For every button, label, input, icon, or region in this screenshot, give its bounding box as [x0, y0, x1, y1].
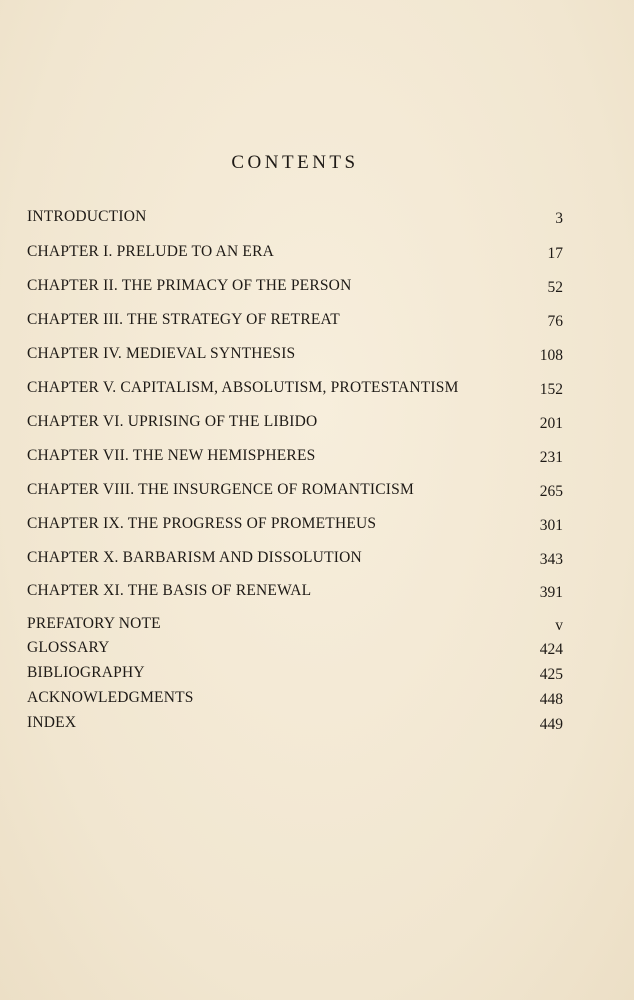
toc-entry-chapter-8 [27, 481, 563, 503]
toc-entry-page: 425 [539, 666, 563, 683]
toc-entry-chapter-3 [27, 311, 563, 333]
toc-entry-label: CHAPTER IX. THE PROGRESS OF PROMETHEUS [27, 515, 377, 532]
toc-entry-page: 424 [539, 641, 563, 658]
toc-entry-page: 3 [555, 210, 563, 227]
toc-entry-label: CHAPTER I. PRELUDE TO AN ERA [27, 243, 275, 260]
toc-entry-page: 301 [539, 517, 563, 534]
toc-entry-label: CHAPTER VI. UPRISING OF THE LIBIDO [27, 413, 318, 430]
toc-entry-label: CHAPTER IV. MEDIEVAL SYNTHESIS [27, 345, 296, 362]
toc-entry-label: PREFATORY NOTE [27, 615, 161, 632]
toc-entry-chapter-9 [27, 515, 563, 537]
toc-entry-acknowledgments [27, 689, 563, 711]
toc-entry-index [27, 714, 563, 736]
toc-entry-introduction [27, 208, 563, 230]
toc-entry-label: GLOSSARY [27, 639, 110, 656]
toc-entry-page: 76 [547, 313, 563, 330]
toc-entry-page: 17 [547, 245, 563, 262]
toc-entry-label: CHAPTER XI. THE BASIS OF RENEWAL [27, 582, 312, 599]
toc-entry-chapter-6 [27, 413, 563, 435]
toc-entry-label: INTRODUCTION [27, 208, 147, 225]
toc-entry-chapter-4 [27, 345, 563, 367]
toc-entry-chapter-10 [27, 549, 563, 571]
toc-entry-page: 52 [547, 279, 563, 296]
page-title: CONTENTS [231, 152, 359, 173]
toc-entry-label: CHAPTER V. CAPITALISM, ABSOLUTISM, PROTESTANTISM [27, 379, 459, 396]
toc-entry-prefatory-note [27, 615, 563, 637]
toc-entry-chapter-1 [27, 243, 563, 265]
toc-entry-label: CHAPTER III. THE STRATEGY OF RETREAT [27, 311, 340, 328]
toc-entry-label: BIBLIOGRAPHY [27, 664, 145, 681]
toc-entry-page: 448 [539, 691, 563, 708]
toc-entry-page: 201 [539, 415, 563, 432]
toc-entry-page: 265 [539, 483, 563, 500]
toc-entry-chapter-5 [27, 379, 563, 401]
toc-entry-chapter-7 [27, 447, 563, 469]
toc-entry-label: CHAPTER X. BARBARISM AND DISSOLUTION [27, 549, 362, 566]
toc-entry-glossary [27, 639, 563, 661]
toc-entry-page: v [555, 617, 563, 634]
toc-entry-label: INDEX [27, 714, 77, 731]
toc-entry-label: CHAPTER VIII. THE INSURGENCE OF ROMANTICISM [27, 481, 414, 498]
toc-entry-page: 231 [539, 449, 563, 466]
toc-entry-page: 108 [539, 347, 563, 364]
toc-entry-label: ACKNOWLEDGMENTS [27, 689, 194, 706]
toc-entry-page: 391 [539, 584, 563, 601]
toc-entry-label: CHAPTER VII. THE NEW HEMISPHERES [27, 447, 316, 464]
toc-entry-page: 152 [539, 381, 563, 398]
toc-entry-chapter-2 [27, 277, 563, 299]
toc-entry-chapter-11 [27, 582, 563, 604]
toc-entry-page: 343 [539, 551, 563, 568]
toc-entry-page: 449 [539, 716, 563, 733]
toc-entry-bibliography [27, 664, 563, 686]
toc-entry-label: CHAPTER II. THE PRIMACY OF THE PERSON [27, 277, 352, 294]
